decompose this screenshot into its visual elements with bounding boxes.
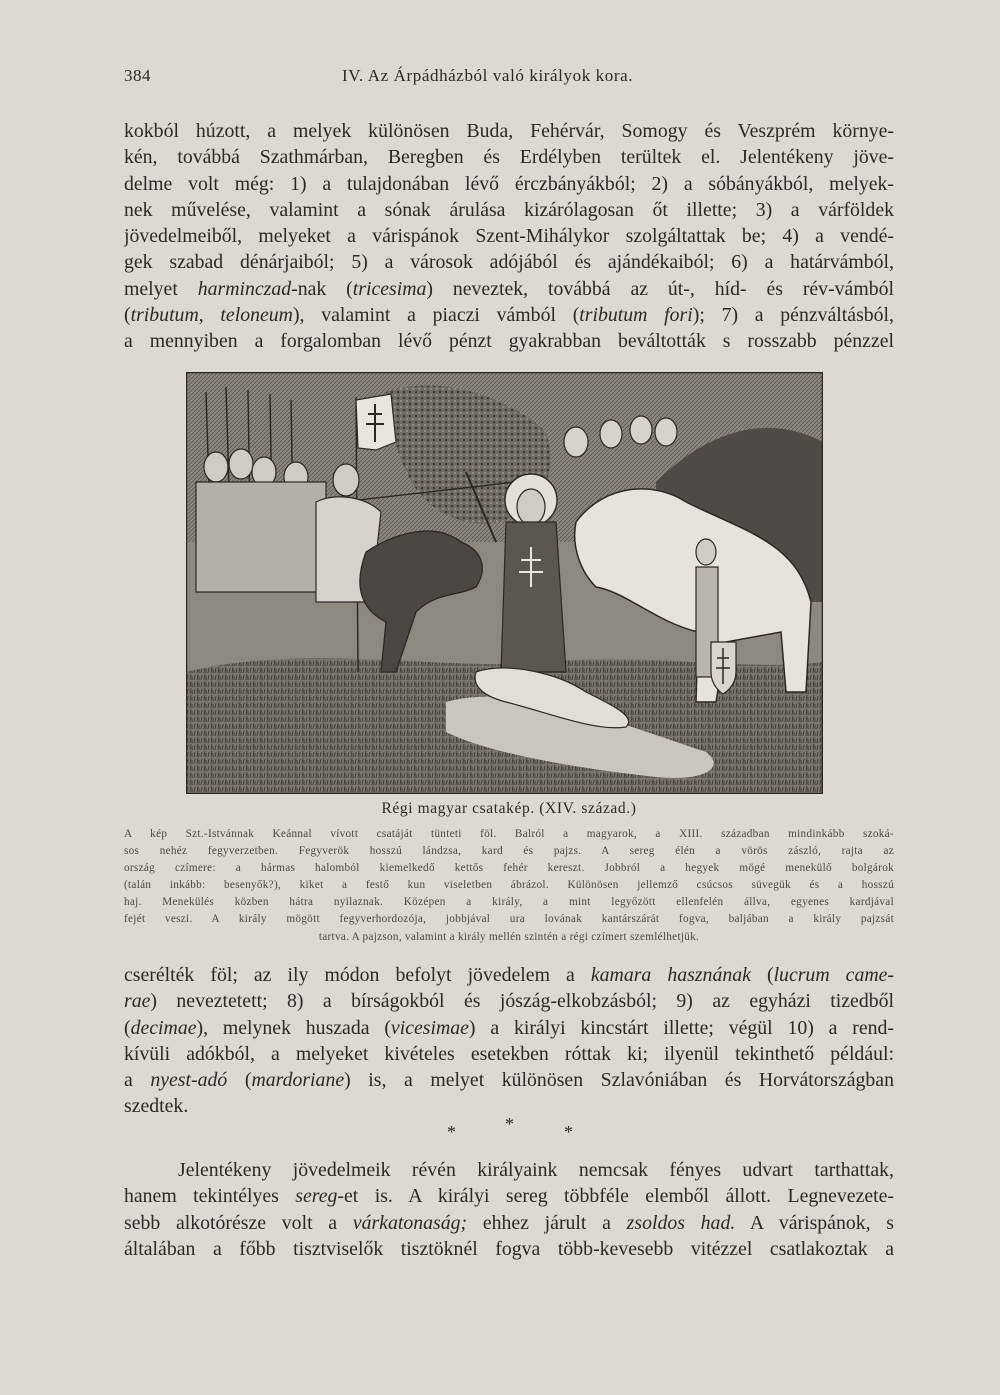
left-army (196, 449, 381, 602)
caption-line: haj. Menekülés közben hátra nyilaznak. Középen a király, a mint legyőzött ellenfelén állva, egyenes kardjával (124, 896, 894, 909)
italic-term: rae (124, 990, 151, 1013)
text-line-with-italics: sebb alkotórésze volt a várkatonaság; ehhez járult a zsoldos had. A várispánok, s (124, 1211, 894, 1234)
text-line: kívüli adókból, a melyeket kivételes esetekben róttak ki; ilyenül tekinthető például: (124, 1042, 894, 1065)
caption-line: ország czímere: a hármas halomból kiemelkedő kettős fehér kereszt. Jobbról a hegyek mögé menekülő bolgárok (124, 862, 894, 875)
text-line: szedtek. (124, 1095, 189, 1118)
text-line: delme volt még: 1) a tulajdonában lévő érczbányákból; 2) a sóbányákból, melyek- (124, 172, 894, 195)
italic-term: tributum fori (579, 304, 693, 327)
text-line-with-italics: melyet harminczad-nak (tricesima) neveztek, továbbá az út-, híd- és rév-vámból (124, 277, 894, 300)
section-separator (124, 1114, 894, 1148)
caption-line: A kép Szt.-Istvánnak Keánnal vívott csatáját tünteti föl. Balról a magyarok, a XIII. században mindinkább szoká- (124, 828, 894, 840)
figure-title: Régi magyar csatakép. (XIV. század.) (381, 800, 637, 817)
paragraph-army (124, 1157, 894, 1262)
text-line: általában a főbb tisztviselők tisztöknél fogva több-kevesebb vitézzel csatlakoztak a (124, 1237, 894, 1260)
banner (356, 394, 396, 450)
italic-term: harminczad (197, 277, 292, 300)
italic-term: vicesimae (390, 1016, 469, 1039)
italic-term: várkatonaság; (352, 1211, 468, 1234)
italic-term: tricesima (352, 277, 427, 300)
text-line: kén, továbbá Szathmárban, Beregben és Erdélyben terültek el. Jelentékeny jöve- (124, 146, 894, 169)
asterisk: * (564, 1122, 573, 1142)
text-line: gek szabad dénárjaiból; 5) a városok adójából és ajándékaiból; 6) a határvámból, (124, 251, 894, 274)
running-head (124, 66, 896, 90)
paragraph-revenues-continued (124, 962, 894, 1120)
italic-term: decimae (130, 1016, 197, 1039)
text-line: nek művelése, valamint a sónak árulása kizárólagosan őt illette; 3) a várföldek (124, 198, 894, 221)
asterisk: * (447, 1122, 456, 1142)
caption-line: (talán inkább: besenyők?), kiket a festő kun viseletben ábrázol. Különösen jellemző csúcsos süvegük és a hosszú (124, 879, 894, 892)
italic-term: lucrum came- (773, 964, 894, 986)
italic-term: kamara hasznának (590, 964, 751, 986)
paragraph-revenues (124, 118, 894, 355)
text-line: Jelentékeny jövedelmeik révén királyaink nemcsak fényes udvart tarthattak, (178, 1159, 894, 1181)
figure-caption (124, 826, 894, 946)
italic-term: tributum, teloneum (130, 304, 293, 327)
text-line: jövedelmeiből, melyeket a várispánok Szent-Mihálykor szolgáltattak be; 4) a vendé- (124, 225, 894, 248)
battle-scene-image (186, 372, 823, 794)
text-line-with-italics: rae) neveztetett; 8) a bírságokból és jószág-elkobzásból; 9) az egyházi tizedből (124, 990, 894, 1013)
text-line-with-italics: cserélték föl; az ily módon befolyt jövedelem a kamara hasznának (lucrum came- (124, 964, 894, 986)
italic-term: mardoriane (251, 1069, 345, 1092)
caption-line: tartva. A pajzson, valamint a király mellén szintén a régi czímert szemlélhetjük. (318, 930, 700, 943)
text-line-with-italics: a nyest-adó (mardoriane) is, a melyet különösen Szlavóniában és Horvátországban (124, 1069, 894, 1092)
italic-term: zsoldos had. (626, 1211, 736, 1234)
page-number: 384 (124, 66, 151, 85)
section-title: IV. Az Árpádházból való királyok kora. (342, 66, 634, 85)
text-line-with-italics: (tributum, teloneum), valamint a piaczi vámból (tributum fori); 7) a pénzváltásból, (124, 304, 894, 327)
italic-term: nyest-adó (150, 1069, 228, 1092)
text-line-with-italics: hanem tekintélyes sereg-et is. A királyi sereg többféle elemből állott. Legnevezete- (124, 1185, 894, 1208)
caption-line: sos nehéz fegyverzetben. Fegyverök hosszú lándzsa, kard és pajzs. A sereg élén a vörös zászló, rajta az (124, 845, 894, 858)
caption-line: fejét veszi. A király mögött fegyverhordozója, jobbjával ura lovának kantárszárát fogva, baljában a király pajzsát (124, 913, 894, 926)
text-line: a mennyiben a forgalomban lévő pénzt gyakrabban beváltották s rosszabb pénzzel (124, 330, 894, 353)
italic-term: sereg (295, 1185, 338, 1208)
asterisk: * (505, 1114, 514, 1134)
text-line-with-italics: (decimae), melynek huszada (vicesimae) a királyi kincstárt illette; végül 10) a rend- (124, 1016, 894, 1039)
battle-illustration (186, 372, 823, 794)
text-line: kokból húzott, a melyek különösen Buda, Fehérvár, Somogy és Veszprém környe- (124, 120, 894, 142)
